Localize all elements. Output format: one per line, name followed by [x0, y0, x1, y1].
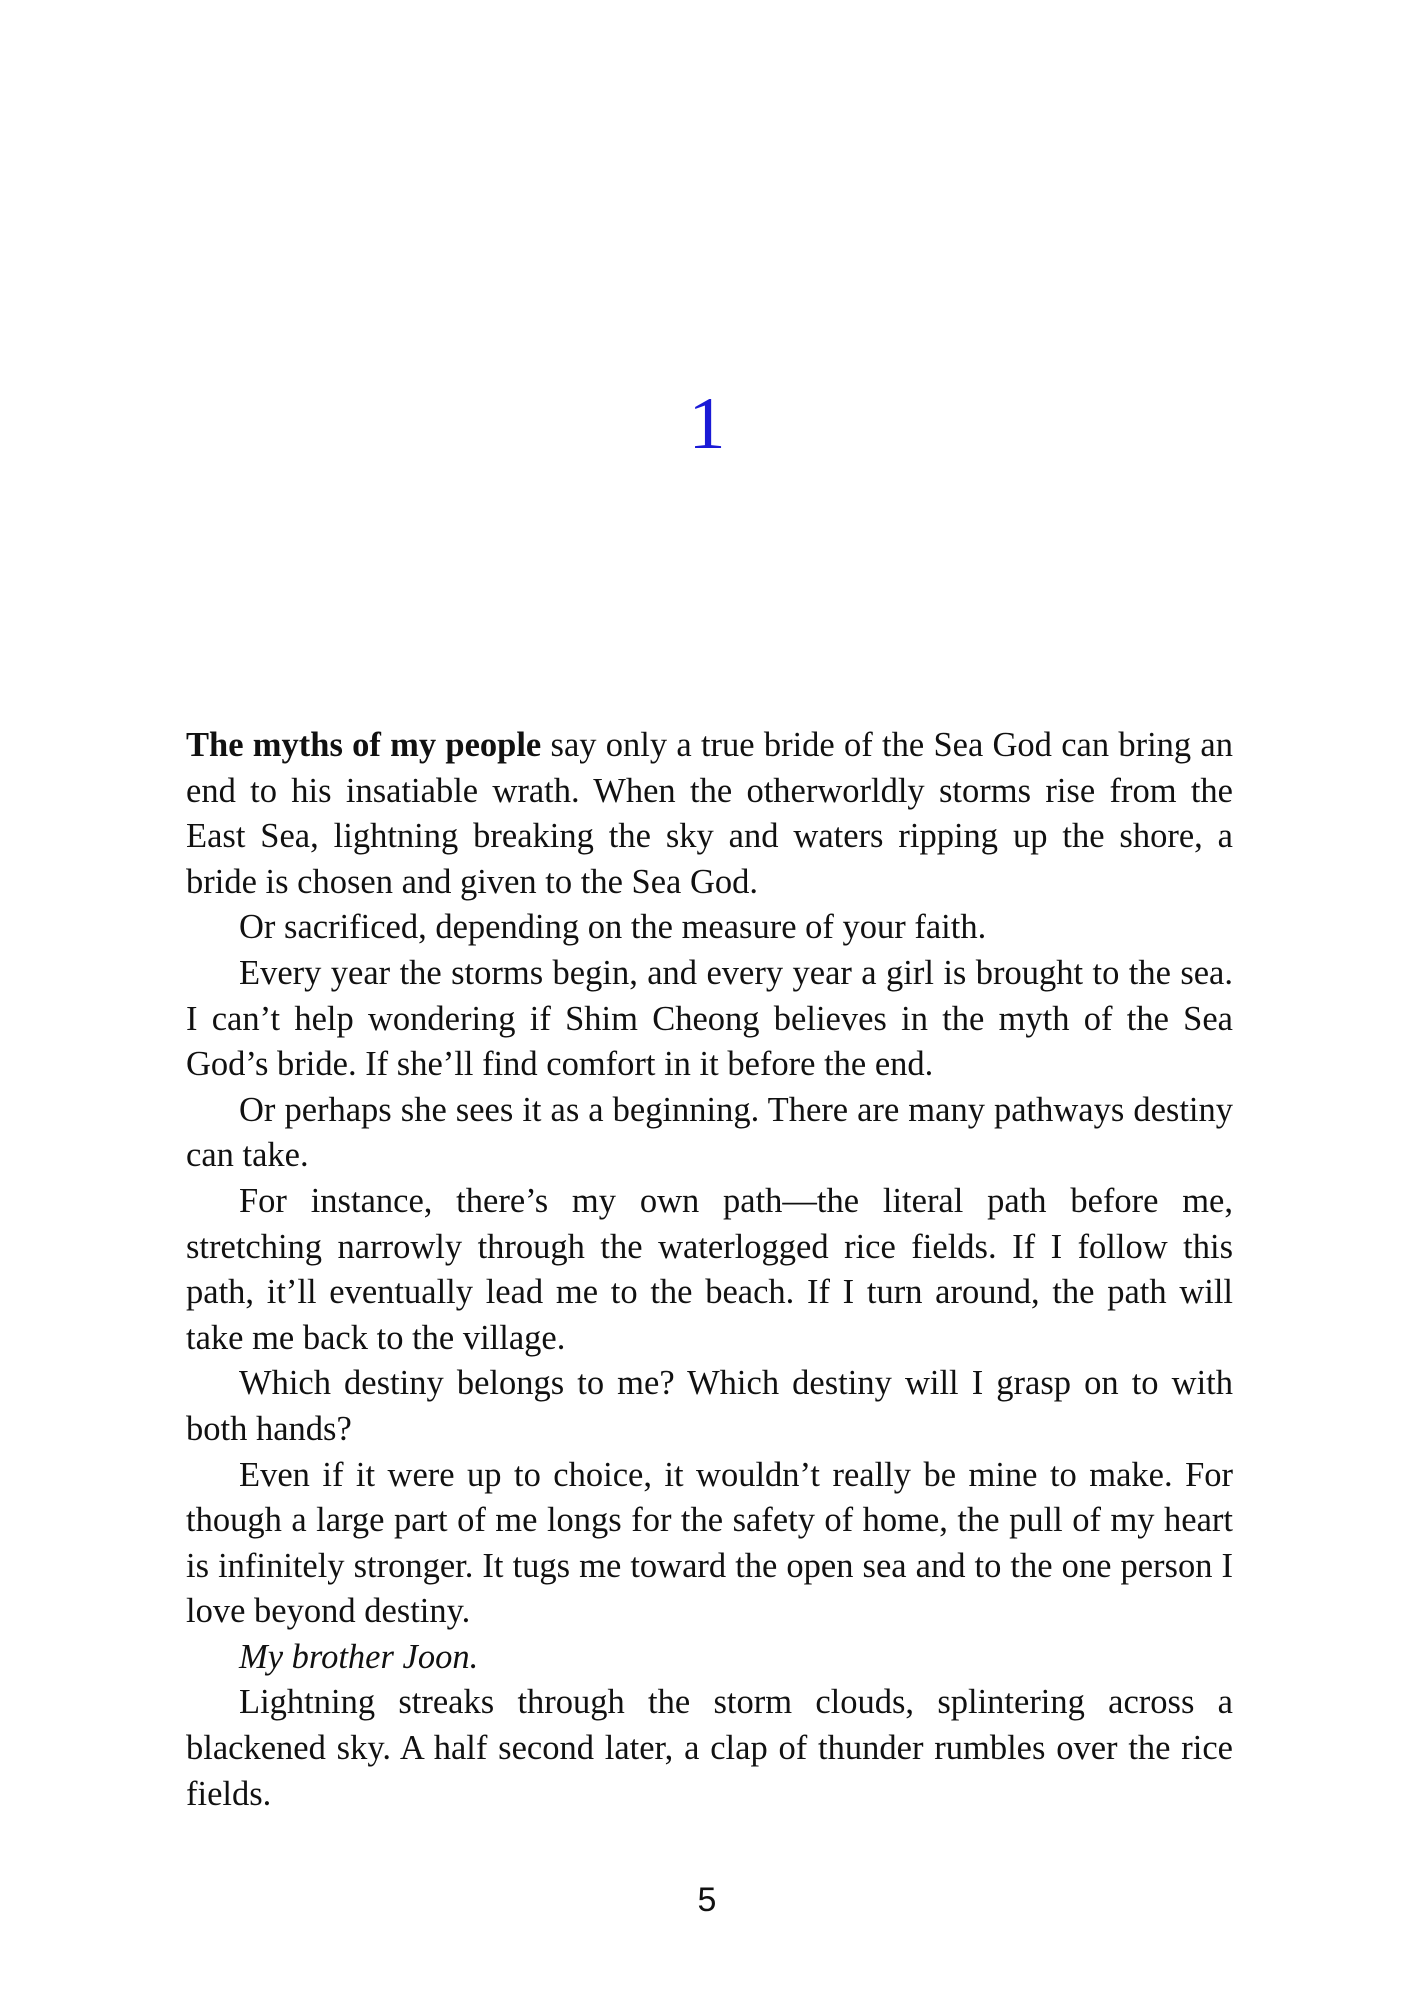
paragraph: Every year the storms begin, and every year a girl is brought to the sea. I can’t help wondering if Shim Cheong believes in the myth of the Sea God’s bride. If she’ll find comfort in it before the end. [186, 953, 1233, 1084]
paragraph: Or perhaps she sees it as a beginning. There are many pathways destiny can take. [186, 1090, 1233, 1175]
paragraph: Even if it were up to choice, it wouldn’t really be mine to make. For though a large part of me longs for the safety of home, the pull of my heart is infinitely stronger. It tugs me toward the open sea and to the one person I love beyond destiny. [186, 1455, 1233, 1631]
paragraph: For instance, there’s my own path—the literal path before me, stretching narrowly through the waterlogged rice fields. If I follow this path, it’ll eventually lead me to the beach. If I turn around, the path will take me back to the village. [186, 1181, 1233, 1357]
paragraph [186, 723, 1233, 905]
chapter-body [186, 723, 1233, 1817]
italic-text: My brother Joon. [239, 1637, 479, 1676]
paragraph: Or sacrificed, depending on the measure of your faith. [239, 908, 987, 947]
paragraph-italic [186, 1635, 1233, 1681]
paragraph: Lightning streaks through the storm clouds, splintering across a blackened sky. A half second later, a clap of thunder rumbles over the rice fields. [186, 1683, 1233, 1813]
lead-in-bold: The myths of my people [186, 726, 542, 764]
paragraph: Which destiny belongs to me? Which destiny will I grasp on to with both hands? [186, 1364, 1233, 1448]
page-number: 5 [697, 1881, 717, 1919]
chapter-number: 1 [688, 383, 726, 465]
paragraph-text: say only a true bride of the Sea God can bring an end to his insatiable wrath. When the otherworldly storms rise from the East Sea, lightning breaking the sky and waters ripping up the shore, a bride is chosen and given to the Sea God. [186, 726, 1233, 901]
